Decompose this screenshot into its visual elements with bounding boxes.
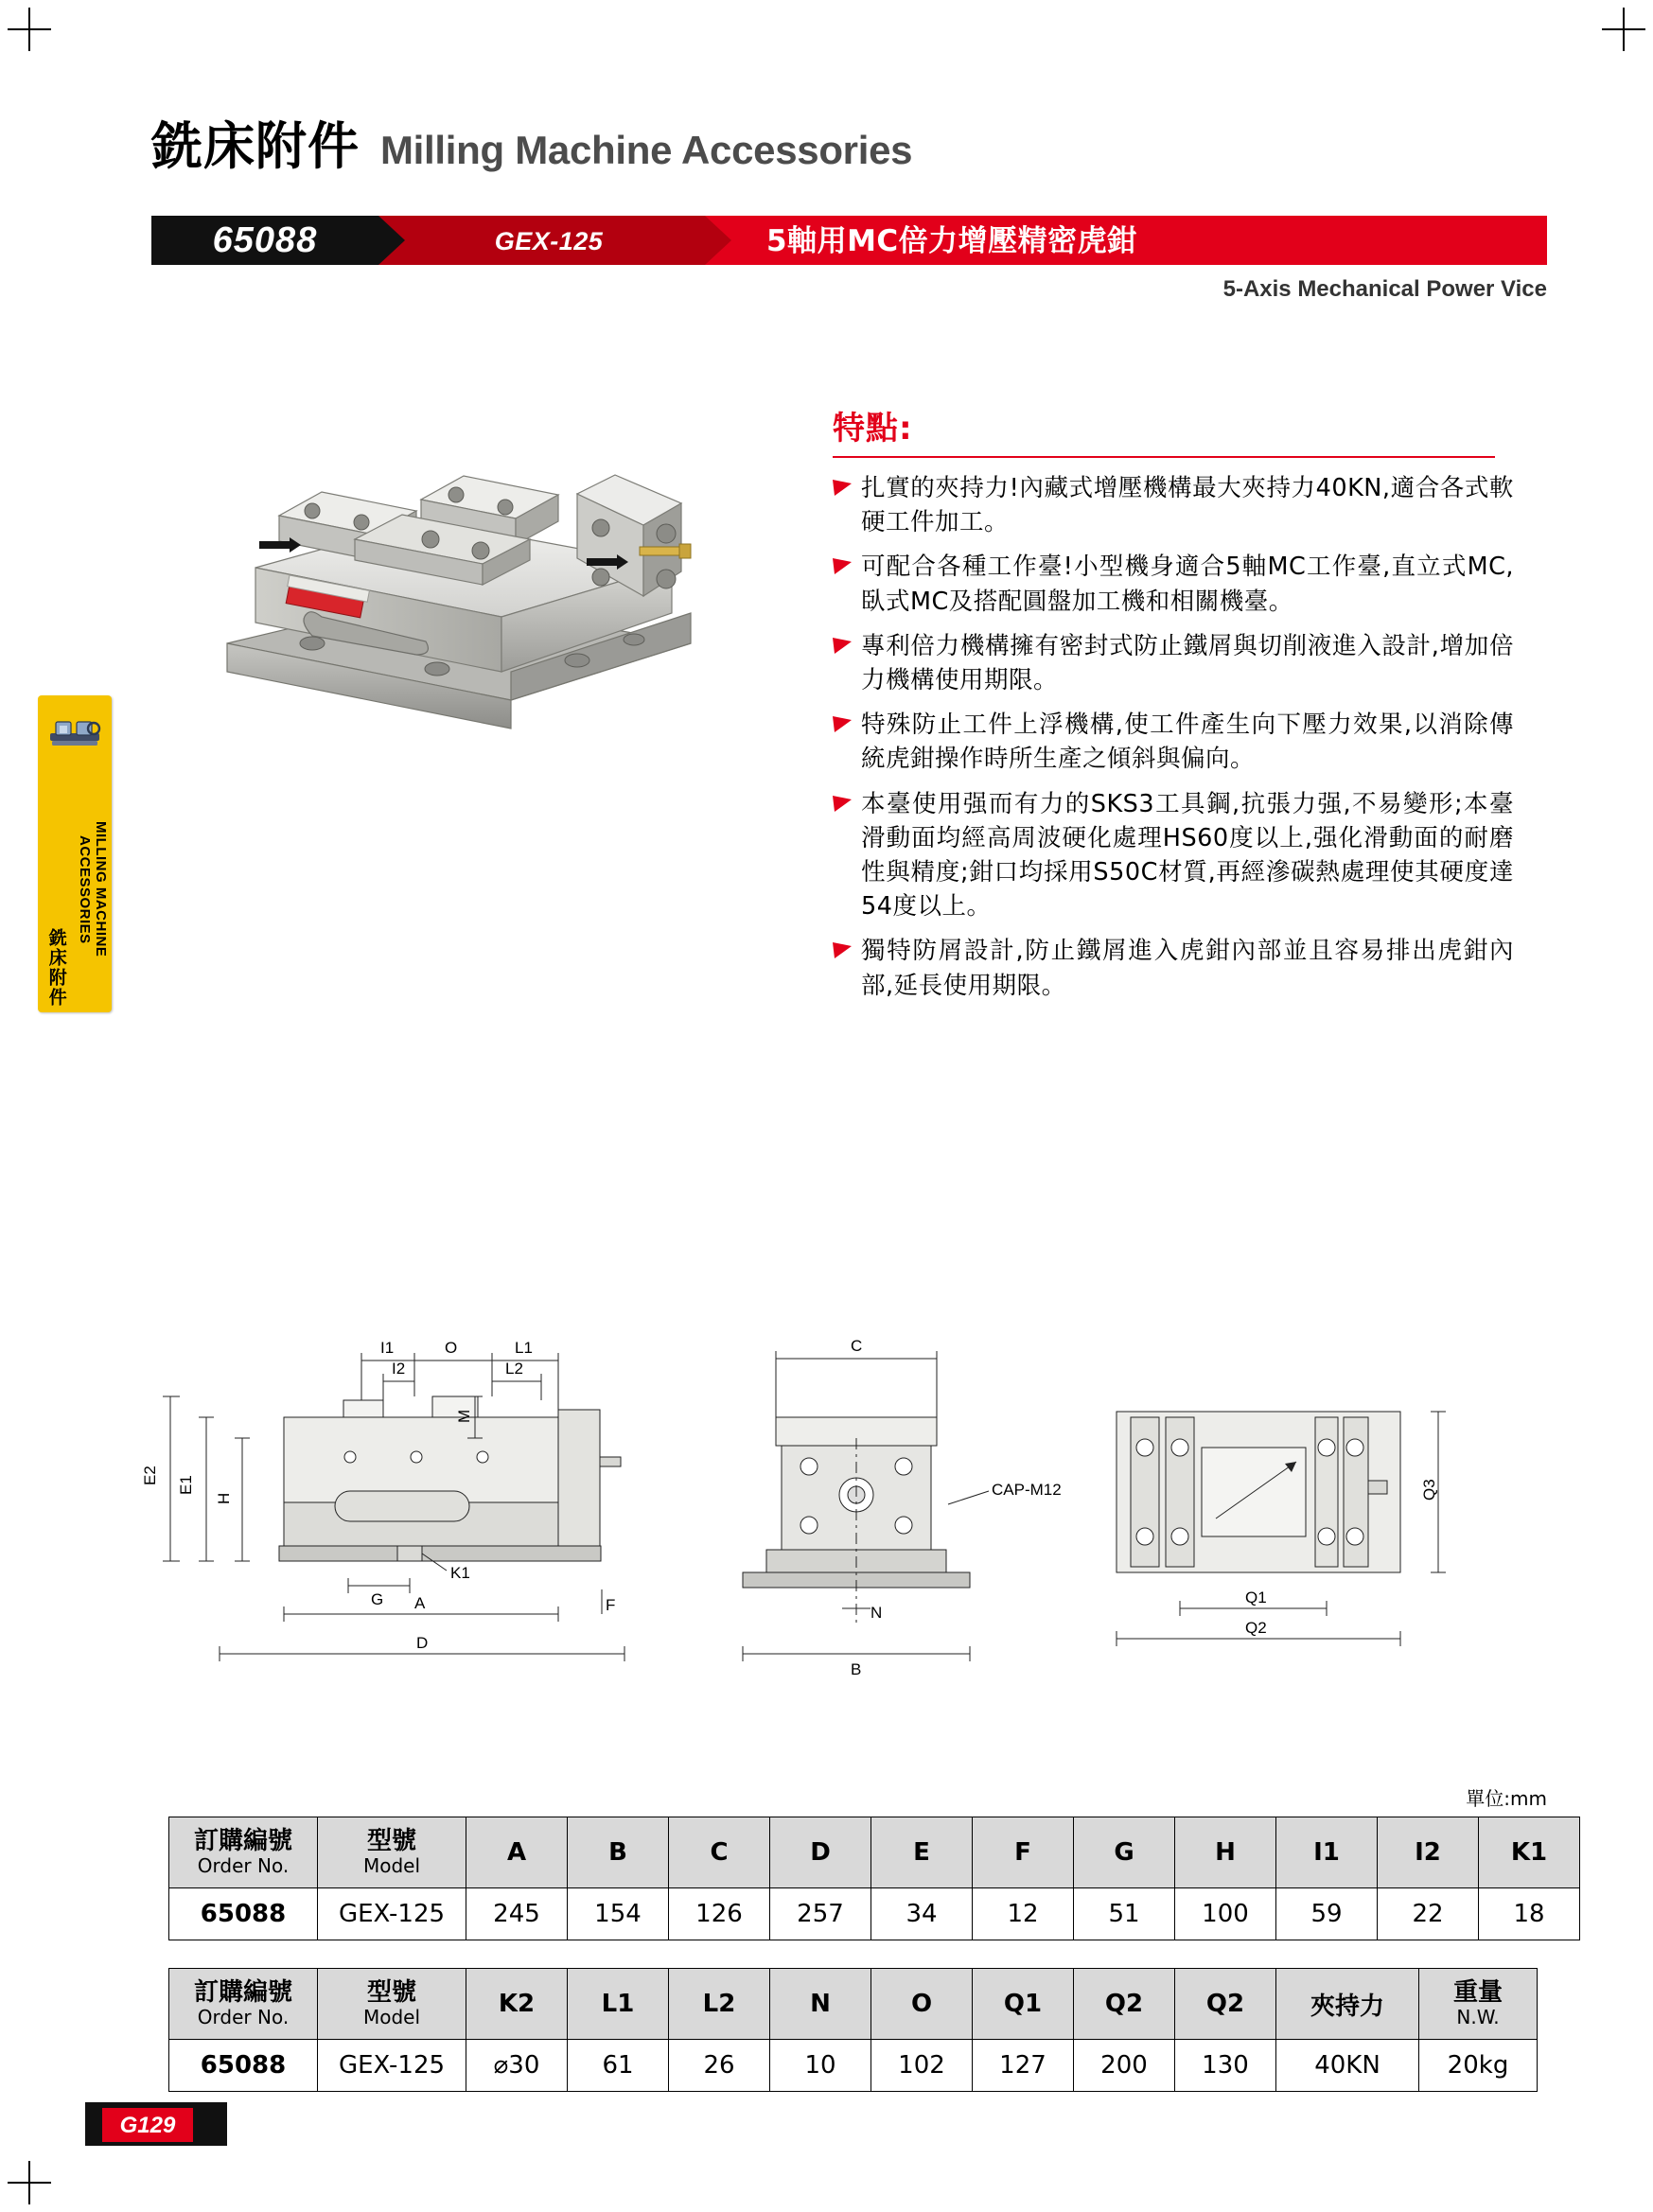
cell-g: 51 xyxy=(1074,1888,1175,1940)
cell-model: GEX-125 xyxy=(318,2040,466,2092)
crop-mark-top-right-h xyxy=(1602,28,1645,30)
vice-icon xyxy=(46,705,103,760)
cell-clamping-force: 40KN xyxy=(1276,2040,1419,2092)
technical-drawings xyxy=(114,1306,1552,1731)
col-model: 型號 Model xyxy=(318,1969,466,2040)
feature-item xyxy=(833,934,1514,1002)
col-order-no: 訂購編號 Order No. xyxy=(169,1969,318,2040)
cell-h: 100 xyxy=(1175,1888,1276,1940)
col-c: C xyxy=(669,1817,770,1888)
svg-text:Q3: Q3 xyxy=(1420,1479,1438,1501)
triangle-bullet-icon xyxy=(833,550,861,618)
features-heading: 特點: xyxy=(833,410,913,448)
col-order-no: 訂購編號 Order No. xyxy=(169,1817,318,1888)
feature-text: 特殊防止工件上浮機構,使工件產生向下壓力效果,以消除傳統虎鉗操作時所生產之傾斜與偏向。 xyxy=(861,711,1514,774)
cell-order-no: 65088 xyxy=(169,1888,318,1940)
side-tab-label-en: MILLING MACHINE ACCESSORIES xyxy=(77,821,110,957)
svg-text:B: B xyxy=(851,1660,862,1678)
col-e: E xyxy=(871,1817,973,1888)
svg-text:I1: I1 xyxy=(380,1339,395,1357)
banner-description-cn: 5軸用MC倍力增壓精密虎鉗 xyxy=(766,224,1137,258)
table-header-row xyxy=(169,1817,1580,1888)
table-row xyxy=(169,1888,1580,1940)
side-tab-label-cn: 銑床附件 xyxy=(45,928,67,1008)
col-o: O xyxy=(871,1969,973,2040)
col-n: N xyxy=(770,1969,871,2040)
drawing-top-view xyxy=(1117,1412,1446,1646)
col-k1: K1 xyxy=(1479,1817,1580,1888)
side-tab-milling-accessories xyxy=(38,695,112,1012)
svg-text:D: D xyxy=(416,1634,429,1652)
table-header-row xyxy=(169,1969,1538,2040)
svg-text:L1: L1 xyxy=(515,1339,533,1357)
col-a: A xyxy=(466,1817,568,1888)
unit-note: 單位:mm xyxy=(1466,1787,1547,1810)
col-clamping-force: 夾持力 xyxy=(1276,1969,1419,2040)
page-title xyxy=(151,106,912,179)
cell-n: 10 xyxy=(770,2040,871,2092)
svg-text:M: M xyxy=(455,1409,473,1423)
features-section xyxy=(833,402,1514,1013)
svg-text:CAP-M12: CAP-M12 xyxy=(992,1481,1062,1499)
banner-darkred-arrow-icon xyxy=(705,216,731,265)
spec-table-1 xyxy=(168,1817,1580,1940)
feature-item xyxy=(833,471,1514,539)
table-row xyxy=(169,2040,1538,2092)
triangle-bullet-icon xyxy=(833,934,861,1002)
svg-text:K1: K1 xyxy=(450,1564,470,1582)
banner-black-arrow-icon xyxy=(378,216,405,265)
col-i2: I2 xyxy=(1378,1817,1479,1888)
cell-i1: 59 xyxy=(1276,1888,1378,1940)
col-model: 型號 Model xyxy=(318,1817,466,1888)
banner-order-no: 65088 xyxy=(212,220,318,260)
page-number: G129 xyxy=(119,2113,176,2138)
cell-f: 12 xyxy=(973,1888,1074,1940)
col-h: H xyxy=(1175,1817,1276,1888)
triangle-bullet-icon xyxy=(833,787,861,924)
cell-order-no: 65088 xyxy=(169,2040,318,2092)
crop-mark-bottom-left-h xyxy=(8,2182,51,2184)
product-photo xyxy=(199,360,766,757)
side-tab-labels xyxy=(38,771,112,1008)
feature-text: 可配合各種工作臺!小型機身適合5軸MC工作臺,直立式MC,臥式MC及搭配圓盤加工機和相關機臺。 xyxy=(861,553,1514,616)
cell-q1: 127 xyxy=(973,2040,1074,2092)
col-l1: L1 xyxy=(568,1969,669,2040)
cell-q2a: 200 xyxy=(1074,2040,1175,2092)
feature-text: 本臺使用强而有力的SKS3工具鋼,抗張力强,不易變形;本臺滑動面均經高周波硬化處理HS60度以上,强化滑動面的耐磨性與精度;鉗口均採用S50C材質,再經滲碳熱處理使其硬度達54度以上。 xyxy=(861,789,1514,922)
page-footer xyxy=(85,2102,227,2146)
feature-text: 扎實的夾持力!內藏式增壓機構最大夾持力40KN,適合各式軟硬工件加工。 xyxy=(861,474,1514,537)
cell-a: 245 xyxy=(466,1888,568,1940)
feature-text: 獨特防屑設計,防止鐵屑進入虎鉗內部並且容易排出虎鉗內部,延長使用期限。 xyxy=(861,937,1514,1000)
cell-k1: 18 xyxy=(1479,1888,1580,1940)
svg-text:L2: L2 xyxy=(505,1360,523,1378)
svg-text:Q2: Q2 xyxy=(1245,1619,1267,1637)
banner-model: GEX-125 xyxy=(494,227,604,255)
svg-text:A: A xyxy=(414,1594,426,1612)
col-b: B xyxy=(568,1817,669,1888)
col-i1: I1 xyxy=(1276,1817,1378,1888)
cell-weight: 20kg xyxy=(1419,2040,1538,2092)
svg-text:C: C xyxy=(851,1337,863,1355)
cell-b: 154 xyxy=(568,1888,669,1940)
product-banner xyxy=(151,216,1547,265)
triangle-bullet-icon xyxy=(833,629,861,697)
col-q2a: Q2 xyxy=(1074,1969,1175,2040)
spec-table-2 xyxy=(168,1968,1538,2092)
features-list xyxy=(833,471,1514,1003)
feature-item xyxy=(833,708,1514,776)
product-subtitle-en: 5-Axis Mechanical Power Vice xyxy=(1222,276,1547,302)
svg-text:H: H xyxy=(215,1492,233,1504)
cell-l1: 61 xyxy=(568,2040,669,2092)
col-d: D xyxy=(770,1817,871,1888)
svg-text:E1: E1 xyxy=(177,1475,195,1495)
cell-q2b: 130 xyxy=(1175,2040,1276,2092)
svg-text:Q1: Q1 xyxy=(1245,1589,1267,1606)
cell-model: GEX-125 xyxy=(318,1888,466,1940)
col-g: G xyxy=(1074,1817,1175,1888)
cell-i2: 22 xyxy=(1378,1888,1479,1940)
feature-text: 專利倍力機構擁有密封式防止鐵屑與切削液進入設計,增加倍力機構使用期限。 xyxy=(861,631,1514,695)
col-l2: L2 xyxy=(669,1969,770,2040)
col-f: F xyxy=(973,1817,1074,1888)
cell-k2: ⌀30 xyxy=(466,2040,568,2092)
triangle-bullet-icon xyxy=(833,708,861,776)
crop-mark-top-left-h xyxy=(8,28,51,30)
cell-c: 126 xyxy=(669,1888,770,1940)
svg-text:N: N xyxy=(870,1604,883,1622)
col-q2b: Q2 xyxy=(1175,1969,1276,2040)
feature-item xyxy=(833,787,1514,924)
cell-d: 257 xyxy=(770,1888,871,1940)
features-divider xyxy=(833,456,1495,458)
svg-text:E2: E2 xyxy=(141,1466,159,1485)
triangle-bullet-icon xyxy=(833,471,861,539)
cell-l2: 26 xyxy=(669,2040,770,2092)
cell-e: 34 xyxy=(871,1888,973,1940)
col-q1: Q1 xyxy=(973,1969,1074,2040)
page-title-en: Milling Machine Accessories xyxy=(380,128,913,172)
col-weight: 重量 N.W. xyxy=(1419,1969,1538,2040)
svg-text:I2: I2 xyxy=(392,1360,406,1378)
cell-o: 102 xyxy=(871,2040,973,2092)
feature-item xyxy=(833,629,1514,697)
svg-text:F: F xyxy=(606,1596,616,1614)
svg-text:G: G xyxy=(371,1590,384,1608)
col-k2: K2 xyxy=(466,1969,568,2040)
svg-text:O: O xyxy=(445,1339,458,1357)
feature-item xyxy=(833,550,1514,618)
drawing-front-view xyxy=(141,1339,624,1661)
drawing-side-view xyxy=(743,1337,1062,1678)
page-title-cn: 銑床附件 xyxy=(151,116,360,176)
